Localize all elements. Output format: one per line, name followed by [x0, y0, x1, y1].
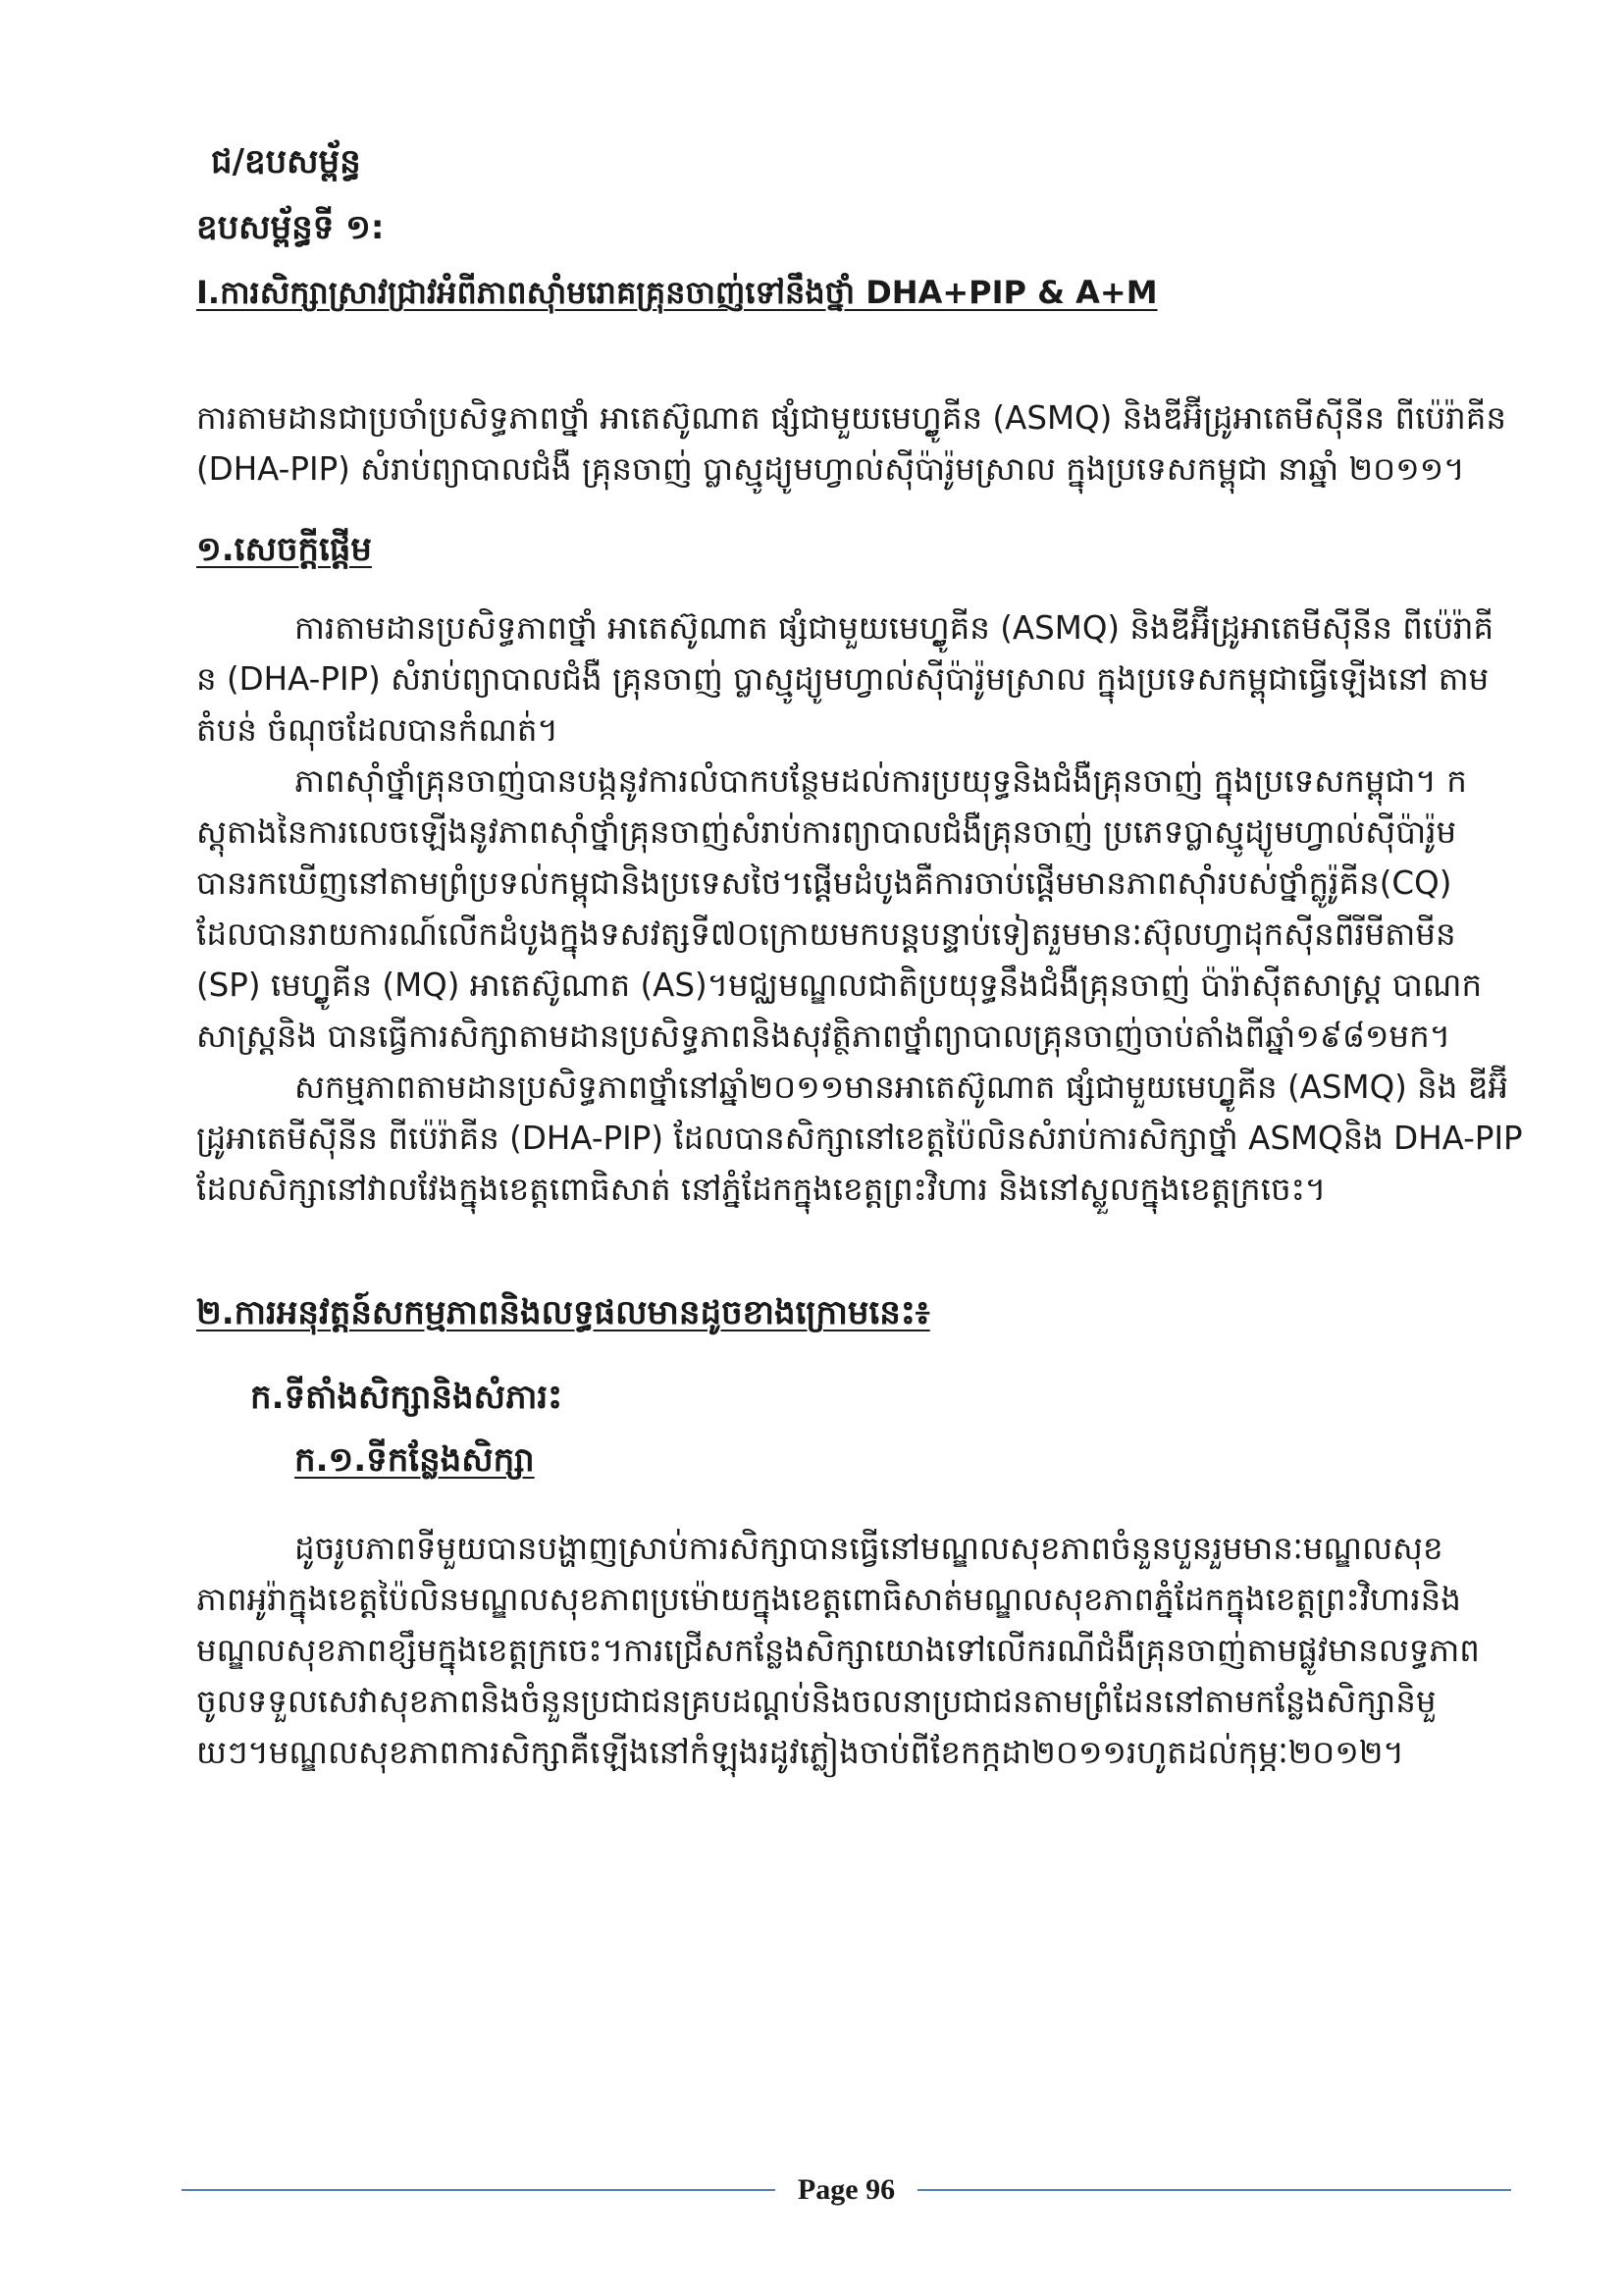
- text-line: ដែលសិក្សានៅវាលវែងក្នុងខេត្តពោធិសាត់ នៅភ្នំដែកក្នុងខេត្តព្រះវិហារ និងនៅស្លួលក្នុងខេត្តក្រចេះ។: [196, 1171, 1327, 1208]
- text-line: បានរកឃើញនៅតាមព្រំប្រទល់កម្ពុជានិងប្រទេសថៃ។ផ្តើមដំបូងគឺការចាប់ផ្តើមមានភាពស៊ាំរបស់ថ្នាំក្លូរ៉ូគីន(CQ): [196, 864, 1452, 902]
- text-line: (SP) មេហ្វ្លូគីន (MQ) អាតេស៊ូណាត (AS)។មជ្ឈមណ្ឌលជាតិប្រយុទ្ធនឹងជំងឺគ្រុនចាញ់ ប៉ារ៉ាស៊ីតសាស្ត្រ បាណក: [196, 966, 1483, 1004]
- text-line: ស្តុតាងនៃការលេចឡើងនូវភាពស៊ាំថ្នាំគ្រុនចាញ់សំរាប់ការព្យាបាលជំងឺគ្រុនចាញ់ ប្រភេទប្លាស្មូដ្យូមហ្វាល់ស៊ីប៉ារ៉ូម: [196, 813, 1457, 851]
- text-line: ការតាមដានប្រសិទ្ធភាពថ្នាំ អាតេស៊ូណាត ផ្សំជាមួយមេហ្វ្លូគីន (ASMQ) និងឌីអ៊ីដ្រូអាតេមីស៊ីនីន ពីប៉េរ៉ាគី: [294, 609, 1494, 647]
- subsection-a1-body: [196, 1523, 1501, 1778]
- text-line: ន (DHA-PIP) សំរាប់ព្យាបាលជំងឺ គ្រុនចាញ់ ប្លាស្មូដ្យូមហ្វាល់ស៊ីប៉ារ៉ូមស្រាល ក្នុងប្រទេសកម្ពុជាធ្វើឡើងនៅ តាម: [196, 660, 1490, 698]
- subsection-a1-heading: ក.១.ទីកន្លែងសិក្សា: [294, 1440, 535, 1480]
- text-line: ដ្រូអាតេមីស៊ីនីន ពីប៉េរ៉ាគីន (DHA-PIP) ដែលបានសិក្សានៅខេត្តប៉ៃលិនសំរាប់ការសិក្សាថ្នាំ ASMQនិង DHA-PIP: [196, 1120, 1523, 1157]
- page-footer: [182, 2172, 1511, 2208]
- text-line: ដែលបានរាយការណ៍លើកដំបូងក្នុងទសវត្សទី៧០ក្រោយមកបន្តបន្ទាប់ទៀតរួមមានៈស៊ុលហ្វាដុកស៊ីនពីរីមីតាមីន: [196, 915, 1456, 953]
- subsection-a-heading: ក.ទីតាំងសិក្សានិងសំភារះ: [250, 1378, 563, 1417]
- text-line: សាស្ត្រនិង បានធ្វើការសិក្សាតាមដានប្រសិទ្ធភាពនិងសុវត្ថិភាពថ្នាំព្យាបាលគ្រុនចាញ់ចាប់តាំងពីឆ្នាំ១៩៨១មក។: [196, 1018, 1451, 1055]
- text-line: ការតាមដានជាប្រចាំប្រសិទ្ធភាពថ្នាំ អាតេស៊ូណាត ផ្សំជាមួយមេហ្វ្លូគីន (ASMQ) និងឌីអ៊ីដ្រូអាតេមីស៊ីនីន ពីប៉េរ៉ាគីន: [196, 399, 1506, 437]
- intro-paragraph: [196, 392, 1506, 495]
- text-line: (DHA-PIP) សំរាប់ព្យាបាលជំងឺ គ្រុនចាញ់ ប្លាស្មូដ្យូមហ្វាល់ស៊ីប៉ារ៉ូមស្រាល ក្នុងប្រទេសកម្ពុជា នាឆ្នាំ ២០១១។: [196, 450, 1465, 488]
- text-line: ភាពអូរ៉ាក្នុងខេត្តប៉ៃលិនមណ្ឌលសុខភាពប្រម៉ោយក្នុងខេត្តពោធិសាត់មណ្ឌលសុខភាពភ្នំដែកក្នុងខេត្តព្រះវិហារនិង: [196, 1581, 1461, 1618]
- page-number: Page 96: [797, 2173, 896, 2206]
- text-line: យៗ។មណ្ឌលសុខភាពការសិក្សាគឺឡើងនៅកំឡុងរដូវភ្លៀងចាប់ពីខែកក្កដា២០១១រហូតដល់កុម្ភៈ២០១២។: [196, 1734, 1404, 1771]
- text-line: សកម្មភាពតាមដានប្រសិទ្ធភាពថ្នាំនៅឆ្នាំ២០១១មានអាតេស៊ូណាត ផ្សំជាមួយមេហ្វ្លូគីន (ASMQ) និង ឌីអ៊ី: [294, 1069, 1509, 1106]
- text-line: ចូលទទួលសេវាសុខភាពនិងចំនួនប្រជាជនគ្របដណ្តប់និងចលនាប្រជាជនតាមព្រំដែននៅតាមកន្លែងសិក្សានិមួ: [196, 1683, 1437, 1720]
- footer-rule-left: [182, 2189, 775, 2191]
- section-title: I.ការសិក្សាស្រាវជ្រាវអំពីភាពស៊ាំមរោគគ្រុនចាញ់ទៅនឹងថ្នាំ DHA+PIP & A+M: [196, 274, 1158, 311]
- section1-body: [196, 602, 1523, 1215]
- annex-title: ឧបសម្ព័ន្ធទី ១:: [196, 208, 385, 247]
- section1-heading: ១.សេចក្តីផ្តើម: [196, 530, 372, 569]
- footer-rule-right: [917, 2189, 1511, 2191]
- section2-heading: ២.ការអនុវត្តន៍សកម្មភាពនិងលទ្ធផលមានដូចខាងក្រោមនេះ៖: [196, 1293, 930, 1332]
- text-line: ភាពស៊ាំថ្នាំគ្រុនចាញ់បានបង្កនូវការលំបាកបន្ថែមដល់ការប្រយុទ្ធនិងជំងឺគ្រុនចាញ់ ក្នុងប្រទេសកម្ពុជា។ ក: [294, 762, 1467, 800]
- text-line: ដូចរូបភាពទីមួយបានបង្ហាញស្រាប់ការសិក្សាបានធ្វើនៅមណ្ឌលសុខភាពចំនួនបួនរួមមានៈមណ្ឌលសុខ: [294, 1530, 1443, 1567]
- text-line: មណ្ឌលសុខភាពខ្សឹមក្នុងខេត្តក្រចេះ។ការជ្រើសកន្លែងសិក្សាយោងទៅលើករណីជំងឺគ្រុនចាញ់តាមផ្លូវមានលទ្ធភាព: [196, 1632, 1480, 1669]
- appendix-heading: ជ/ឧបសម្ព័ន្ធ: [211, 142, 361, 182]
- text-line: តំបន់ ចំណុចដែលបានកំណត់។: [196, 711, 558, 749]
